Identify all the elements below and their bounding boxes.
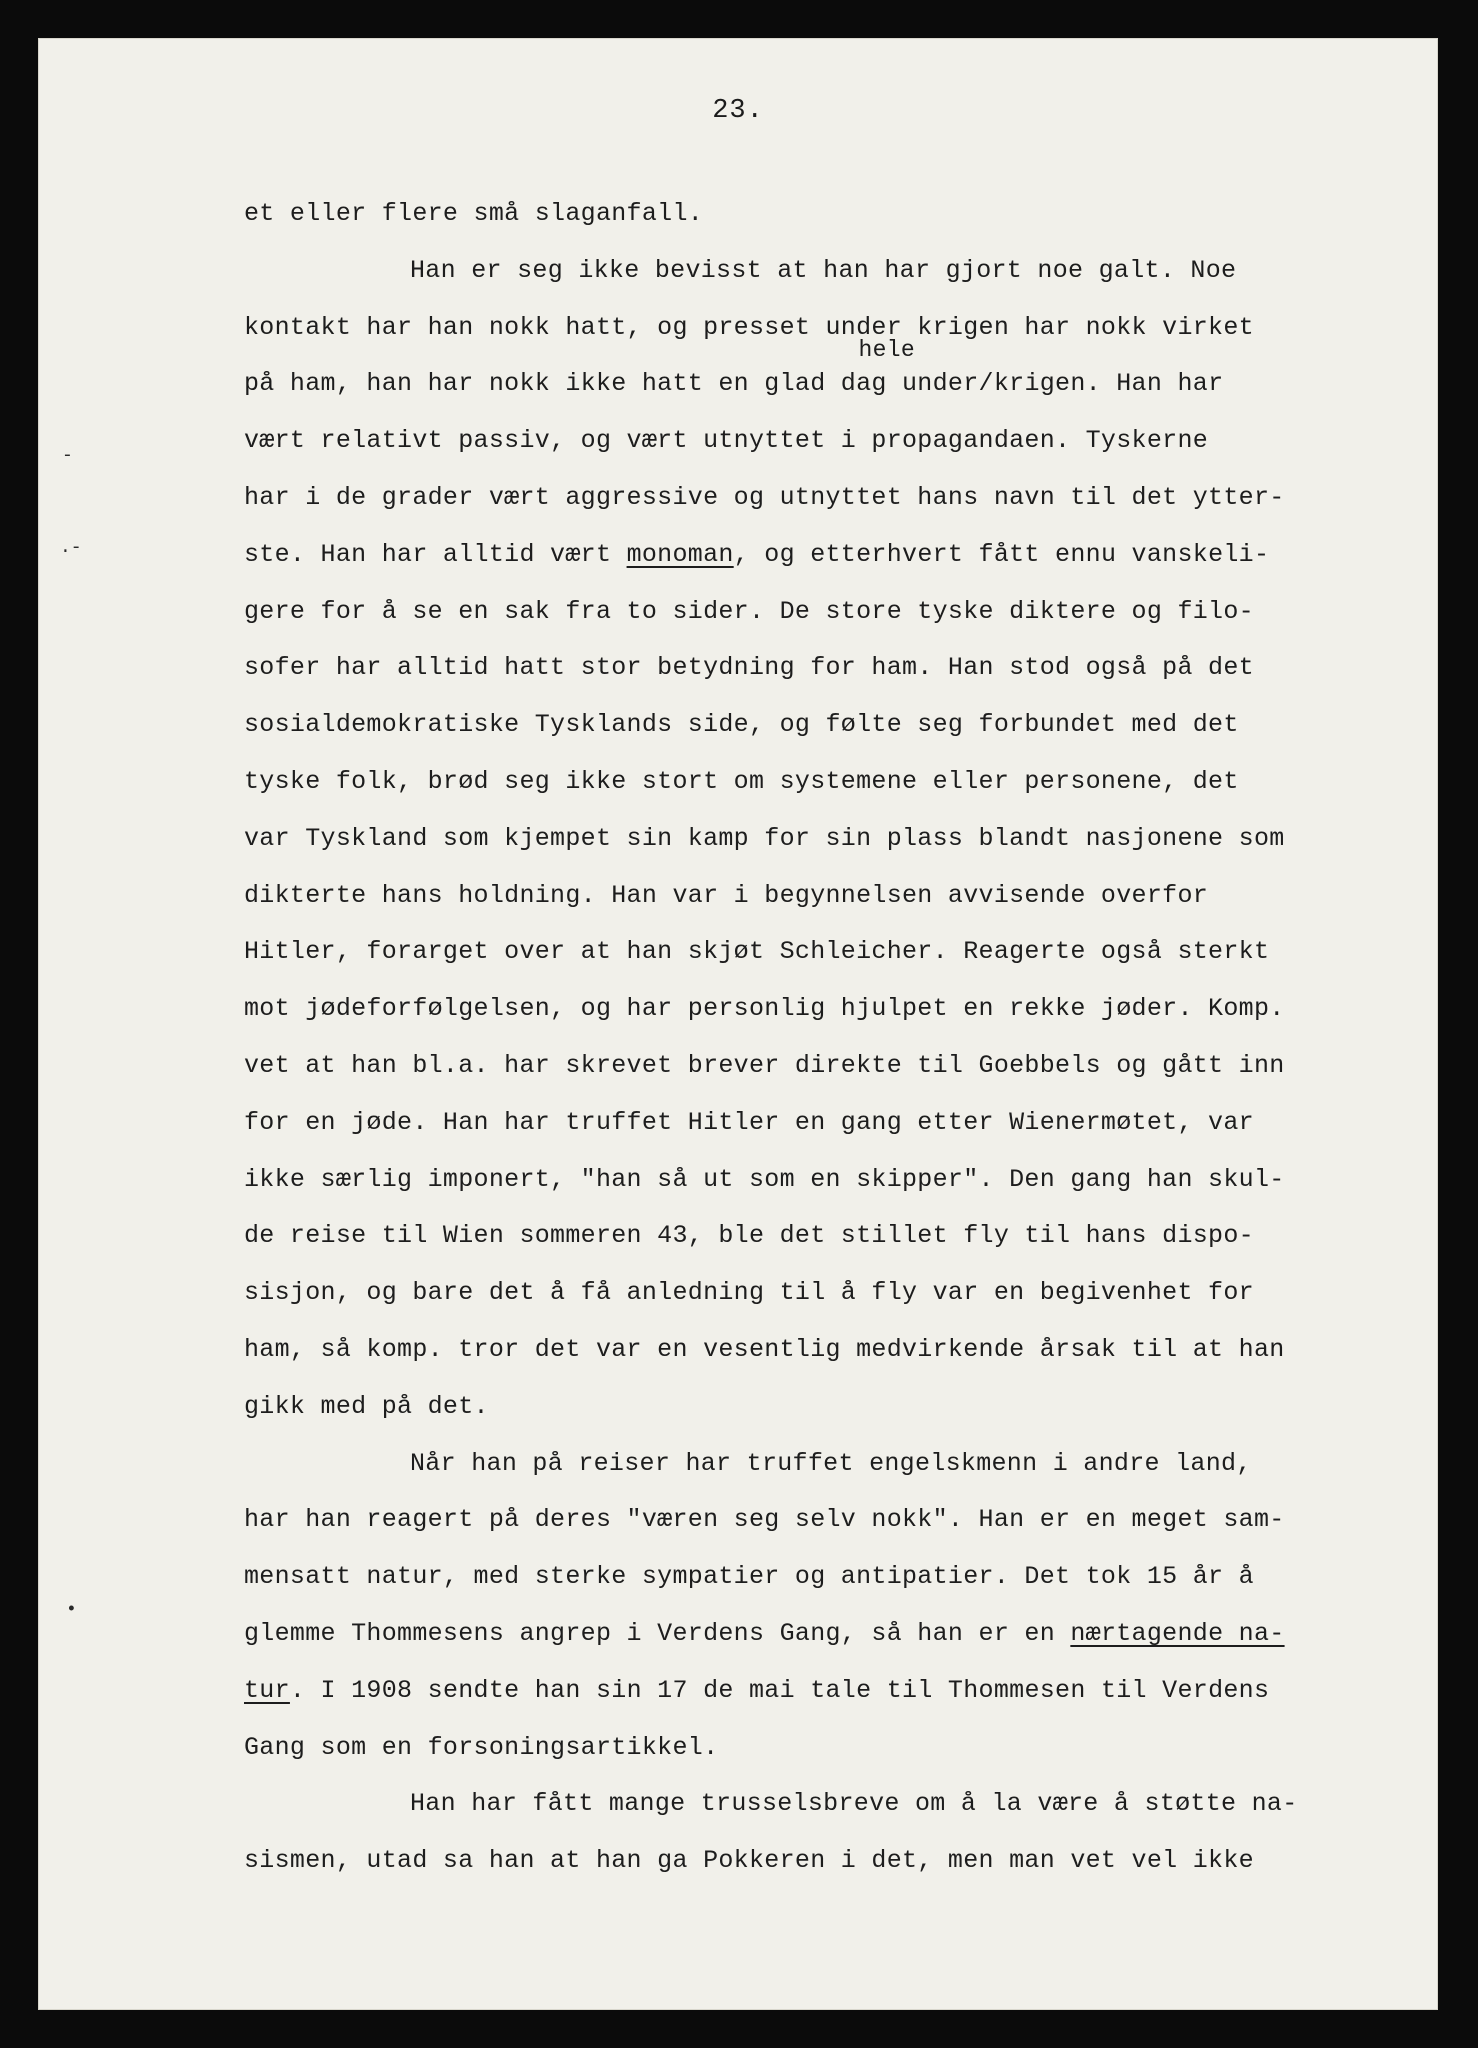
text-line: dikterte hans holdning. Han var i begynnelsen avvisende overfor — [244, 880, 1209, 910]
text-line: ikke særlig imponert, "han så ut som en skipper". Den gang han skul- — [244, 1164, 1285, 1194]
text-line: vet at han bl.a. har skrevet brever direkte til Goebbels og gått inn — [244, 1050, 1285, 1080]
text-line: kontakt har han nokk hatt, og presset under krigen har nokk virket — [244, 312, 1254, 342]
underlined-word: monoman — [626, 539, 734, 569]
text-line: på ham, han har nokk ikke hatt en glad dag under hele /krigen. Han har — [244, 337, 1224, 399]
text-line: sosialdemokratiske Tysklands side, og følte seg forbundet med det — [244, 710, 1239, 740]
text-line: gikk med på det. — [244, 1391, 489, 1421]
text-line: sisjon, og bare det å få anledning til å fly var en begivenhet for — [244, 1278, 1254, 1308]
text-line: Gang som en forsoningsartikkel. — [244, 1732, 719, 1762]
text-line: mot jødeforfølgelsen, og har personlig hjulpet en rekke jøder. Komp. — [244, 994, 1285, 1024]
text-line: var Tyskland som kjempet sin kamp for sin plass blandt nasjonene som — [244, 823, 1285, 853]
page-number: 23. — [712, 96, 764, 126]
underlined-word: nærtagende na- — [1070, 1618, 1285, 1648]
text-line: Han er seg ikke bevisst at han har gjort noe galt. Noe — [410, 255, 1237, 285]
text-line: for en jøde. Han har truffet Hitler en gang etter Wienermøtet, var — [244, 1107, 1254, 1137]
text-line: glemme Thommesens angrep i Verdens Gang, så han er en nærtagende na- — [244, 1618, 1285, 1648]
inserted-word: hele — [858, 337, 915, 364]
text-line: ham, så komp. tror det var en vesentlig medvirkende årsak til at han — [244, 1334, 1285, 1364]
typed-text-body — [244, 186, 1424, 1890]
underlined-word: tur — [244, 1675, 290, 1705]
text-line: Når han på reiser har truffet engelskmenn i andre land, — [410, 1448, 1252, 1478]
text-line: mensatt natur, med sterke sympatier og antipatier. Det tok 15 år å — [244, 1562, 1254, 1592]
margin-mark: • — [66, 1600, 77, 1620]
text-line: sismen, utad sa han at han ga Pokkeren i det, men man vet vel ikke — [244, 1846, 1254, 1876]
margin-mark: .- — [60, 538, 82, 558]
text-line: Hitler, forarget over at han skjøt Schleicher. Reagerte også sterkt — [244, 937, 1270, 967]
text-line: har han reagert på deres "væren seg selv nokk". Han er en meget sam- — [244, 1505, 1285, 1535]
text-line: ste. Han har alltid vært monoman, og etterhvert fått ennu vanskeli- — [244, 539, 1270, 569]
text-line: gere for å se en sak fra to sider. De store tyske diktere og filo- — [244, 596, 1254, 626]
text-line: de reise til Wien sommeren 43, ble det stillet fly til hans dispo- — [244, 1221, 1254, 1251]
text-line: har i de grader vært aggressive og utnyttet hans navn til det ytter- — [244, 482, 1285, 512]
margin-mark: - — [62, 446, 73, 466]
text-line: tyske folk, brød seg ikke stort om systemene eller personene, det — [244, 766, 1239, 796]
text-line: et eller flere små slaganfall. — [244, 199, 704, 228]
document-page — [38, 38, 1438, 2010]
text-line: tur. I 1908 sendte han sin 17 de mai tale til Thommesen til Verdens — [244, 1675, 1270, 1705]
text-line: sofer har alltid hatt stor betydning for ham. Han stod også på det — [244, 653, 1254, 683]
text-line: Han har fått mange trusselsbreve om å la være å støtte na- — [410, 1789, 1298, 1819]
text-line: vært relativt passiv, og vært utnyttet i propagandaen. Tyskerne — [244, 426, 1209, 456]
